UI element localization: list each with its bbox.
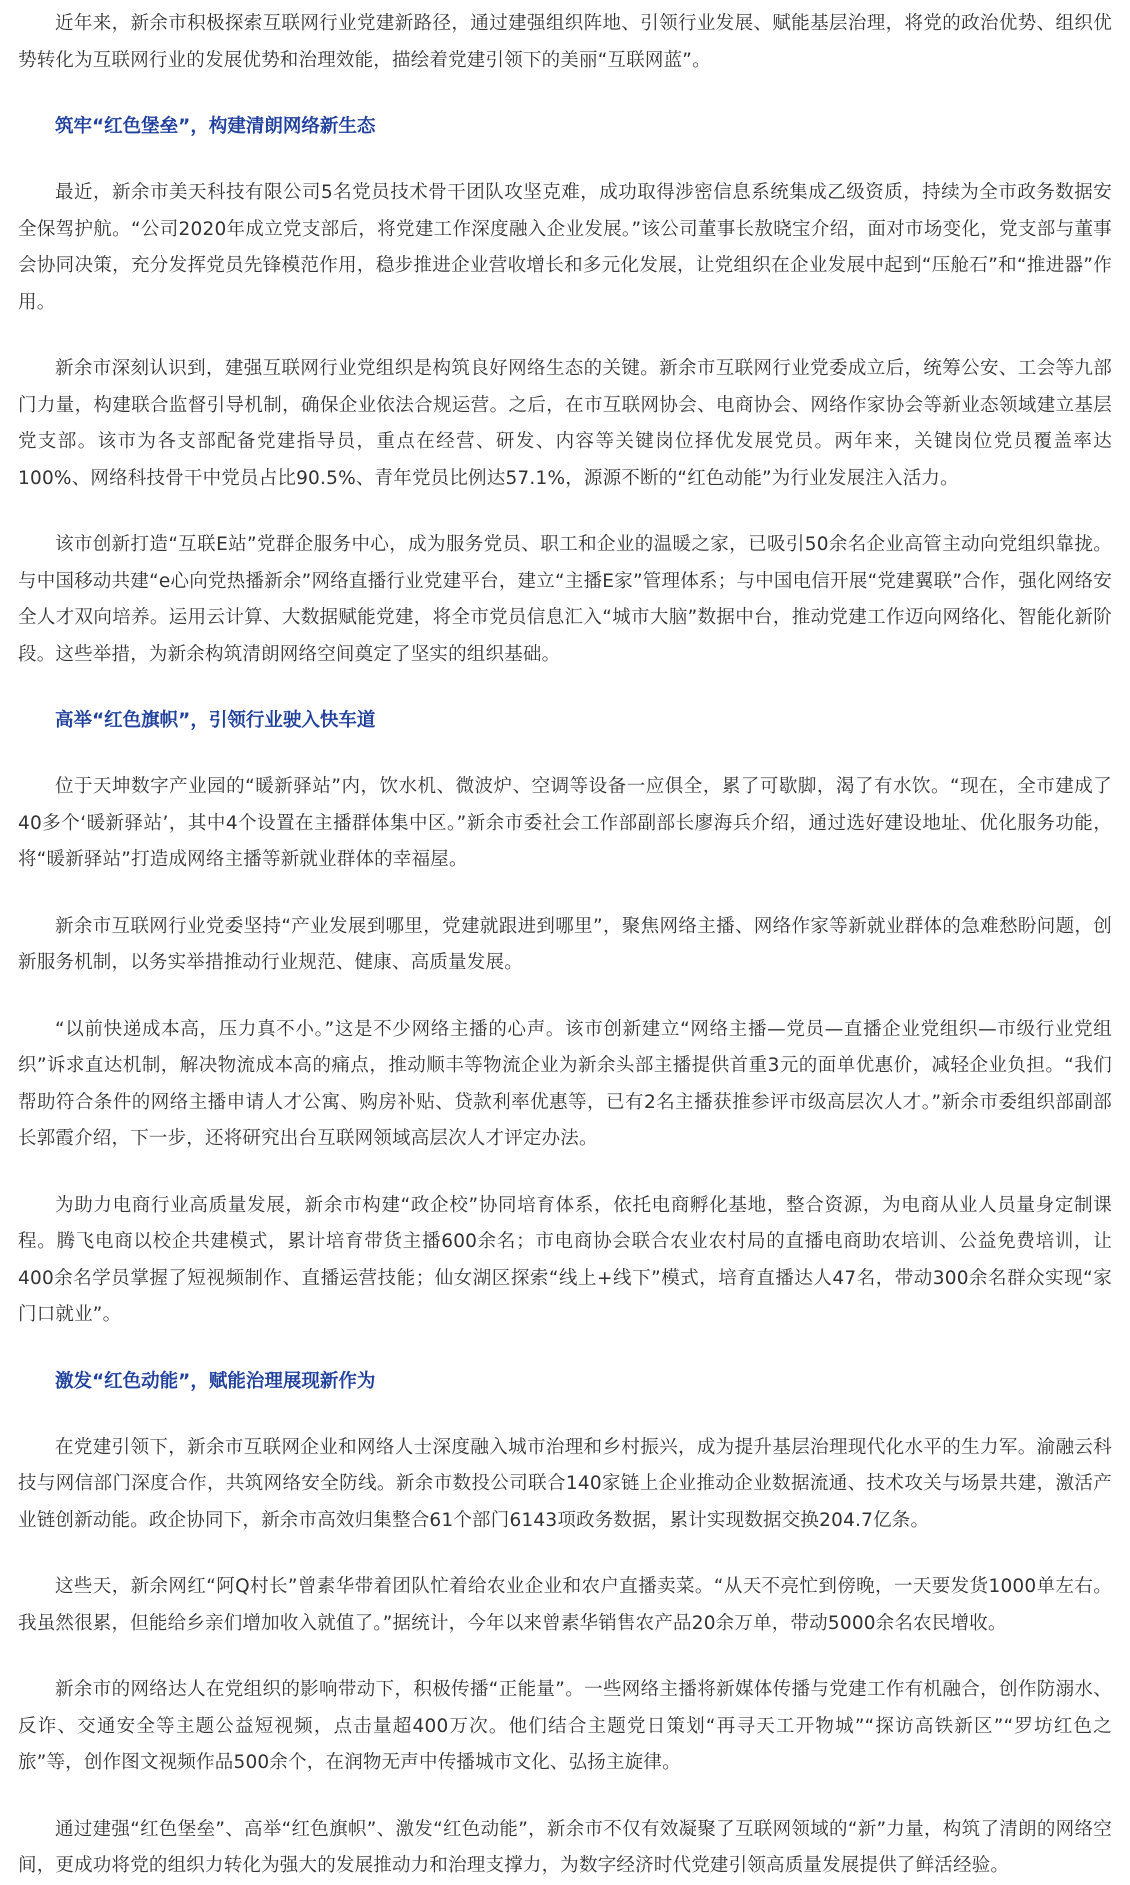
section-heading-3: 激发“红色动能”，赋能治理展现新作为 (55, 1370, 376, 1392)
section-3-paragraph-1: 在党建引领下，新余市互联网企业和网络人士深度融入城市治理和乡村振兴，成为提升基层治理现代化水平的生力军。渝融云科技与网信部门深度合作，共筑网络安全防线。新余市数投公司联合140家链上企业推动企业数据流通、技术攻关与场景共建，激活产业链创新动能。政企协同下，新余市高效归集整合61个部门6143项政务数据，累计实现数据交换204.7亿条。 (18, 1436, 1112, 1531)
section-2-paragraph-2: 新余市互联网行业党委坚持“产业发展到哪里，党建就跟进到哪里”，聚焦网络主播、网络作家等新就业群体的急难愁盼问题，创新服务机制，以务实举措推动行业规范、健康、高质量发展。 (18, 915, 1112, 973)
section-heading-1: 筑牢“红色堡垒”，构建清朗网络新生态 (55, 116, 376, 137)
section-1-paragraph-2: 新余市深刻认识到，建强互联网行业党组织是构筑良好网络生态的关键。新余市互联网行业党委成立后，统筹公安、工会等九部门力量，构建联合监督引导机制，确保企业依法合规运营。之后，在市互联网协会、电商协会、网络作家协会等新业态领域建立基层党支部。该市为各支部配备党建指导员，重点在经营、研发、内容等关键岗位择优发展党员。两年来，关键岗位党员覆盖率达100%、网络科技骨干中党员占比90.5%、青年党员比例达57.1%，源源不断的“红色动能”为行业发展注入活力。 (18, 358, 1112, 489)
section-2-paragraph-3: “以前快递成本高，压力真不小。”这是不少网络主播的心声。该市创新建立“网络主播—党员—直播企业党组织—市级行业党组织”诉求直达机制，解决物流成本高的痛点，推动顺丰等物流企业为新余头部主播提供首重3元的面单优惠价，减轻企业负担。“我们帮助符合条件的网络主播申请人才公寓、购房补贴、贷款利率优惠等，已有2名主播获推参评市级高层次人才。”新余市委组织部副部长郭霞介绍，下一步，还将研究出台互联网领域高层次人才评定办法。 (18, 1018, 1112, 1149)
section-3-paragraph-3: 新余市的网络达人在党组织的影响带动下，积极传播“正能量”。一些网络主播将新媒体传播与党建工作有机融合，创作防溺水、反诈、交通安全等主题公益短视频，点击量超400万次。他们结合主题党日策划“再寻天工开物城”“探访高铁新区”“罗坊红色之旅”等，创作图文视频作品500余个，在润物无声中传播城市文化、弘扬主旋律。 (18, 1679, 1112, 1773)
section-heading-2: 高举“红色旗帜”，引领行业驶入快车道 (55, 710, 376, 731)
section-1-paragraph-3: 该市创新打造“互联E站”党群企服务中心，成为服务党员、职工和企业的温暖之家，已吸引50余名企业高管主动向党组织靠拢。与中国移动共建“e心向党热播新余”网络直播行业党建平台，建立“主播E家”管理体系；与中国电信开展“党建翼联”合作，强化网络安全人才双向培养。运用云计算、大数据赋能党建，将全市党员信息汇入“城市大脑”数据中台，推动党建工作迈向网络化、智能化新阶段。这些举措，为新余构筑清朗网络空间奠定了坚实的组织基础。 (18, 534, 1112, 665)
section-2-paragraph-4: 为助力电商行业高质量发展，新余市构建“政企校”协同培育体系，依托电商孵化基地，整合资源，为电商从业人员量身定制课程。腾飞电商以校企共建模式，累计培育带货主播600余名；市电商协会联合农业农村局的直播电商助农培训、公益免费培训，让400余名学员掌握了短视频制作、直播运营技能；仙女湖区探索“线上+线下”模式，培育直播达人47名，带动300余名群众实现“家门口就业”。 (18, 1194, 1112, 1325)
section-1-paragraph-1: 最近，新余市美天科技有限公司5名党员技术骨干团队攻坚克难，成功取得涉密信息系统集成乙级资质，持续为全市政务数据安全保驾护航。“公司2020年成立党支部后，将党建工作深度融入企业发展。”该公司董事长敖晓宝介绍，面对市场变化，党支部与董事会协同决策，充分发挥党员先锋模范作用，稳步推进企业营收增长和多元化发展，让党组织在企业发展中起到“压舱石”和“推进器”作用。 (18, 182, 1112, 313)
section-3-paragraph-4: 通过建强“红色堡垒”、高举“红色旗帜”、激发“红色动能”，新余市不仅有效凝聚了互联网领域的“新”力量，构筑了清朗的网络空间，更成功将党的组织力转化为强大的发展推动力和治理支撑力，为数字经济时代党建引领高质量发展提供了鲜活经验。 (18, 1818, 1112, 1876)
intro-paragraph: 近年来，新余市积极探索互联网行业党建新路径，通过建强组织阵地、引领行业发展、赋能基层治理，将党的政治优势、组织优势转化为互联网行业的发展优势和治理效能，描绘着党建引领下的美丽“互联网蓝”。 (18, 13, 1112, 71)
section-2-paragraph-1: 位于天坤数字产业园的“暖新驿站”内，饮水机、微波炉、空调等设备一应俱全，累了可歇脚，渴了有水饮。“现在，全市建成了40多个‘暖新驿站’，其中4个设置在主播群体集中区。”新余市委社会工作部副部长廖海兵介绍，通过选好建设地址、优化服务功能，将“暖新驿站”打造成网络主播等新就业群体的幸福屋。 (18, 776, 1112, 870)
section-3-paragraph-2: 这些天，新余网红“阿Q村长”曾素华带着团队忙着给农业企业和农户直播卖菜。“从天不亮忙到傍晚，一天要发货1000单左右。我虽然很累，但能给乡亲们增加收入就值了。”据统计，今年以来曾素华销售农产品20余万单，带动5000余名农民增收。 (18, 1576, 1112, 1634)
